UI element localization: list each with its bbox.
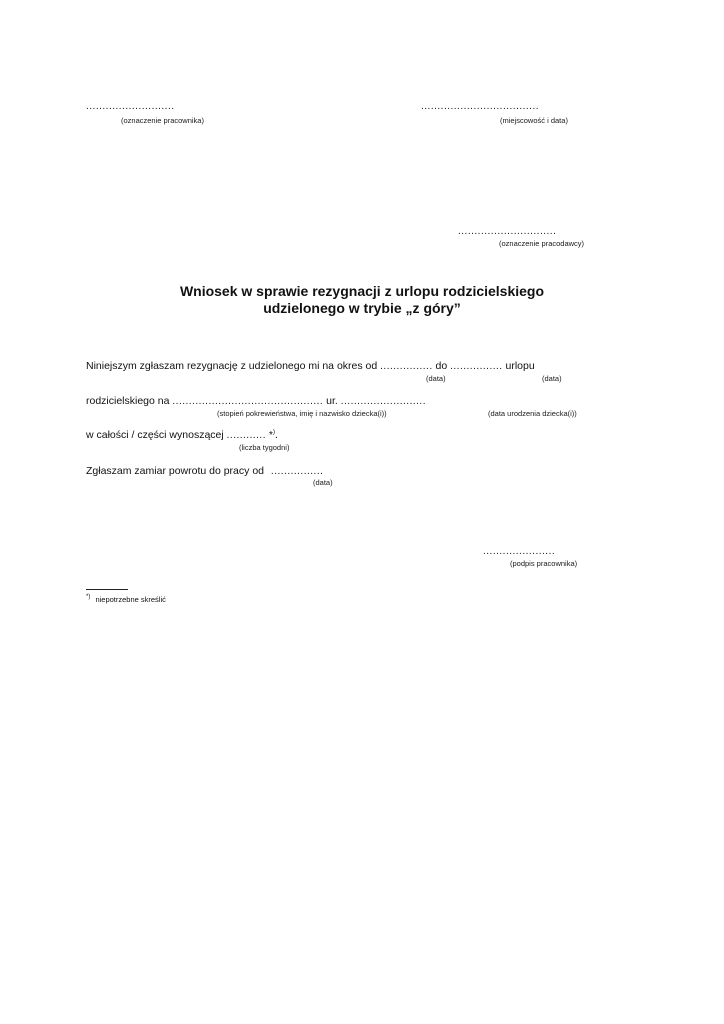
body-line4-text: Zgłaszam zamiar powrotu do pracy od xyxy=(86,465,264,477)
body-line3 xyxy=(86,429,278,441)
place-date-dots[interactable]: .................................... xyxy=(421,101,540,112)
return-date-caption: (data) xyxy=(313,478,333,487)
footnote xyxy=(86,594,166,604)
leave-start-date-caption: (data) xyxy=(426,374,446,383)
body-line1-end: urlopu xyxy=(505,360,535,372)
leave-end-date-caption: (data) xyxy=(542,374,562,383)
body-line1 xyxy=(86,360,535,372)
place-date-caption: (miejscowość i data) xyxy=(500,116,568,125)
return-date-dots[interactable]: ................ xyxy=(270,466,324,477)
body-line1-text: Niniejszym zgłaszam rezygnację z udzielonego mi na okres od xyxy=(86,360,378,372)
employee-signature-caption: (podpis pracownika) xyxy=(510,559,578,568)
body-line2 xyxy=(86,395,426,407)
body-line2-text: rodzicielskiego na xyxy=(86,395,170,407)
employer-designation-dots[interactable]: .............................. xyxy=(458,226,557,237)
child-birth-date-dots[interactable]: .......................... xyxy=(340,396,426,407)
body-line3-text: w całości / części wynoszącej xyxy=(86,429,224,441)
weeks-count-dots[interactable]: ............ xyxy=(226,430,266,441)
weeks-count-caption: (liczba tygodni) xyxy=(239,443,290,452)
body-line2-ur: ur. xyxy=(326,395,338,407)
child-name-dots[interactable]: .............................................. xyxy=(172,396,324,407)
document-title-line1: Wniosek w sprawie rezygnacji z urlopu rodzicielskiego xyxy=(179,283,545,299)
footnote-separator xyxy=(86,589,128,590)
leave-end-date-dots[interactable]: ................ xyxy=(450,361,503,372)
leave-start-date-dots[interactable]: ................ xyxy=(380,361,433,372)
body-line1-do: do xyxy=(435,360,448,372)
employer-designation-caption: (oznaczenie pracodawcy) xyxy=(499,239,585,248)
body-line3-end: . xyxy=(275,429,278,441)
child-birth-date-caption: (data urodzenia dziecka(i)) xyxy=(488,409,577,418)
footnote-reference-mark: *) xyxy=(268,429,275,441)
document-title-line2: udzielonego w trybie „z góry” xyxy=(263,300,461,316)
employee-signature-dots[interactable]: ...................... xyxy=(483,546,556,557)
body-line4 xyxy=(86,465,323,477)
footnote-text: niepotrzebne skreślić xyxy=(95,594,166,604)
employee-designation-caption: (oznaczenie pracownika) xyxy=(121,116,204,125)
child-name-caption: (stopień pokrewieństwa, imię i nazwisko dziecka(i)) xyxy=(217,409,387,418)
employee-designation-dots[interactable]: ........................... xyxy=(86,101,175,112)
footnote-marker: *) xyxy=(86,594,91,600)
